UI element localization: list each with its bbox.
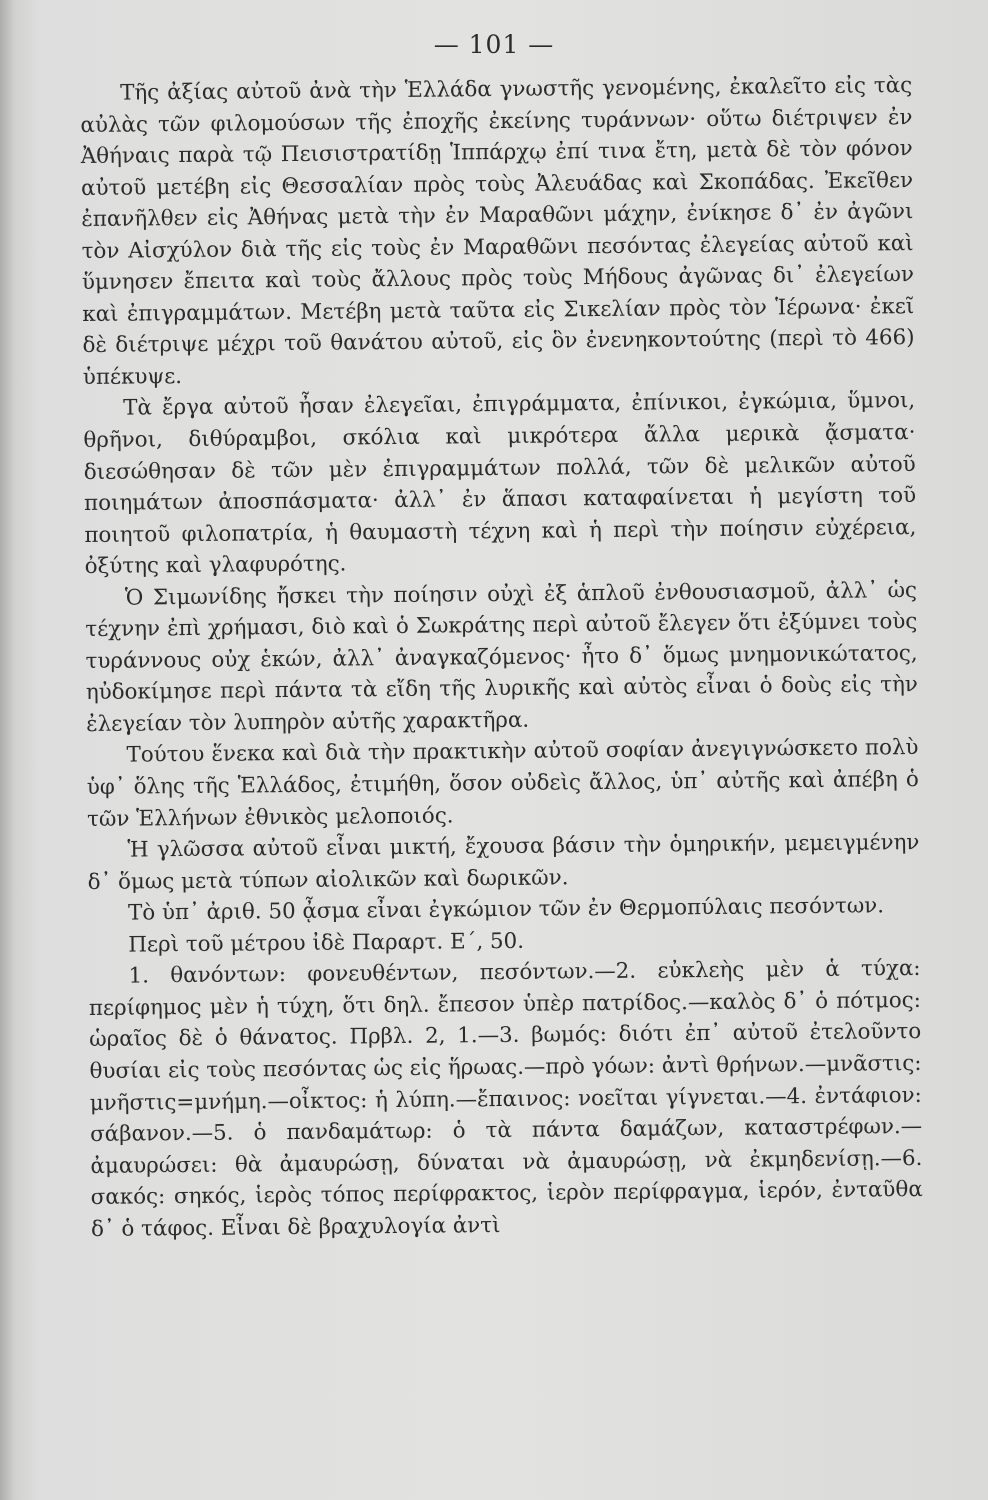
commentary-notes: 1. θανόντων: φονευθέντων, πεσόντων.—2. εὐκλεὴς μὲν ἁ τύχα: περίφημος μὲν ἡ τύχη, ὅτι δηλ. ἔπεσον ὑπὲρ πατρίδος.—καλὸς δ᾽ ὁ πότμος: ὡραῖος δὲ ὁ θάνατος. Πρβλ. 2, 1.—3. βωμός: διότι ἐπ᾽ αὐτοῦ ἐτελοῦντο θυσίαι εἰς τοὺς πεσόντας ὡς εἰς ἥρωας.—πρὸ γόων: ἀντὶ θρήνων.—μνᾶστις: μνῆστις=μνήμη.—οἶκτος: ἡ λύπη.—ἔπαινος: νοεῖται γίγνεται.—4. ἐντάφιον: σάβανον.—5. ὁ πανδαμάτωρ: ὁ τὰ πάντα δαμάζων, καταστρέφων.—ἀμαυρώσει: θὰ ἀμαυρώσῃ, δύναται νὰ ἀμαυρώσῃ, νὰ ἐκμηδενίσῃ.—6. σακός: σηκός, ἱερὸς τόπος περίφρακτος, ἱερὸν περίφραγμα, ἱερόν, ἐνταῦθα δ᾽ ὁ τάφος. Εἶναι δὲ βραχυλογία ἀντὶ <box>88 956 923 1242</box>
paragraph-metre: Περὶ τοῦ μέτρου ἰδὲ Παραρτ. Ε΄, 50. <box>128 928 525 958</box>
paragraph-works: Τὰ ἔργα αὐτοῦ ἦσαν ἐλεγεῖαι, ἐπιγράμματα, ἐπίνικοι, ἐγκώμια, ὕμνοι, θρῆνοι, διθύραμβοι, σκόλια καὶ μικρότερα ἄλλα μερικὰ ᾄσματα· διεσώθησαν δὲ τῶν μὲν ἐπιγραμμάτων πολλά, τῶν δὲ μελικῶν αὐτοῦ ποιημάτων ἀποσπάσματα· ἀλλ᾽ ἐν ἅπασι καταφαίνεται ἡ μεγίστη τοῦ ποιητοῦ φιλοπατρία, ἡ θαυμαστὴ τέχνη καὶ ἡ περὶ τὴν ποίησιν εὐχέρεια, ὀξύτης καὶ γλαφυρότης. <box>83 388 917 580</box>
page-edge-shadow <box>0 0 14 1500</box>
paragraph-reputation: Τούτου ἕνεκα καὶ διὰ τὴν πρακτικὴν αὐτοῦ σοφίαν ἀνεγιγνώσκετο πολὺ ὑφ᾽ ὅλης τῆς Ἑλλάδος, ἐτιμήθη, ὅσον οὐδεὶς ἄλλος, ὑπ᾽ αὐτῆς καὶ ἀπέβη ὁ τῶν Ἑλλήνων ἐθνικὸς μελοποιός. <box>86 735 919 832</box>
paragraph-language: Ἡ γλῶσσα αὐτοῦ εἶναι μικτή, ἔχουσα βάσιν τὴν ὁμηρικήν, μεμειγμένην δ᾽ ὅμως μετὰ τύπων αἰολικῶν καὶ δωρικῶν. <box>87 830 920 895</box>
paragraph-poetry-craft: Ὁ Σιμωνίδης ἤσκει τὴν ποίησιν οὐχὶ ἐξ ἁπλοῦ ἐνθουσιασμοῦ, ἀλλ᾽ ὡς τέχνην ἐπὶ χρήμασι, διὸ καὶ ὁ Σωκράτης περὶ αὐτοῦ ἔλεγεν ὅτι ἐξύμνει τοὺς τυράννους οὐχ ἑκών, ἀλλ᾽ ἀναγκαζόμενος· ἦτο δ᾽ ὅμως μνημονικώτατος, ηὐδοκίμησε περὶ πάντα τὰ εἴδη τῆς λυρικῆς καὶ αὐτὸς εἶναι ὁ δοὺς εἰς τὴν ἐλεγείαν τὸν λυπηρὸν αὐτῆς χαρακτῆρα. <box>85 577 918 737</box>
page-number: — 101 — <box>433 30 555 59</box>
paragraph-song-50: Τὸ ὑπ᾽ ἀριθ. 50 ᾆσμα εἶναι ἐγκώμιον τῶν ἐν Θερμοπύλαις πεσόντων. <box>127 893 885 926</box>
body-text <box>80 70 923 1245</box>
paragraph-life: Τῆς ἀξίας αὐτοῦ ἀνὰ τὴν Ἑλλάδα γνωστῆς γενομένης, ἐκαλεῖτο εἰς τὰς αὐλὰς τῶν φιλομούσων τῆς ἐποχῆς ἐκείνης τυράννων· οὕτω διέτριψεν ἐν Ἀθήναις παρὰ τῷ Πεισιστρατίδῃ Ἱππάρχῳ ἐπί τινα ἔτη, μετὰ δὲ τὸν φόνον αὐτοῦ μετέβη εἰς Θεσσαλίαν πρὸς τοὺς Ἀλευάδας καὶ Σκοπάδας. Ἐκεῖθεν ἐπανῆλθεν εἰς Ἀθήνας μετὰ τὴν ἐν Μαραθῶνι μάχην, ἐνίκησε δ᾽ ἐν ἀγῶνι τὸν Αἰσχύλον διὰ τῆς εἰς τοὺς ἐν Μαραθῶνι πεσόντας ἐλεγείας αὐτοῦ καὶ ὕμνησεν ἔπειτα καὶ τοὺς ἄλλους πρὸς τοὺς Μήδους ἀγῶνας δι᾽ ἐλεγείων καὶ ἐπιγραμμάτων. Μετέβη μετὰ ταῦτα εἰς Σικελίαν πρὸς τὸν Ἱέρωνα· ἐκεῖ δὲ διέτριψε μέχρι τοῦ θανάτου αὐτοῦ, εἰς ὃν ἐνενηκοντούτης (περὶ τὸ 466) ὑπέκυψε. <box>80 73 915 390</box>
